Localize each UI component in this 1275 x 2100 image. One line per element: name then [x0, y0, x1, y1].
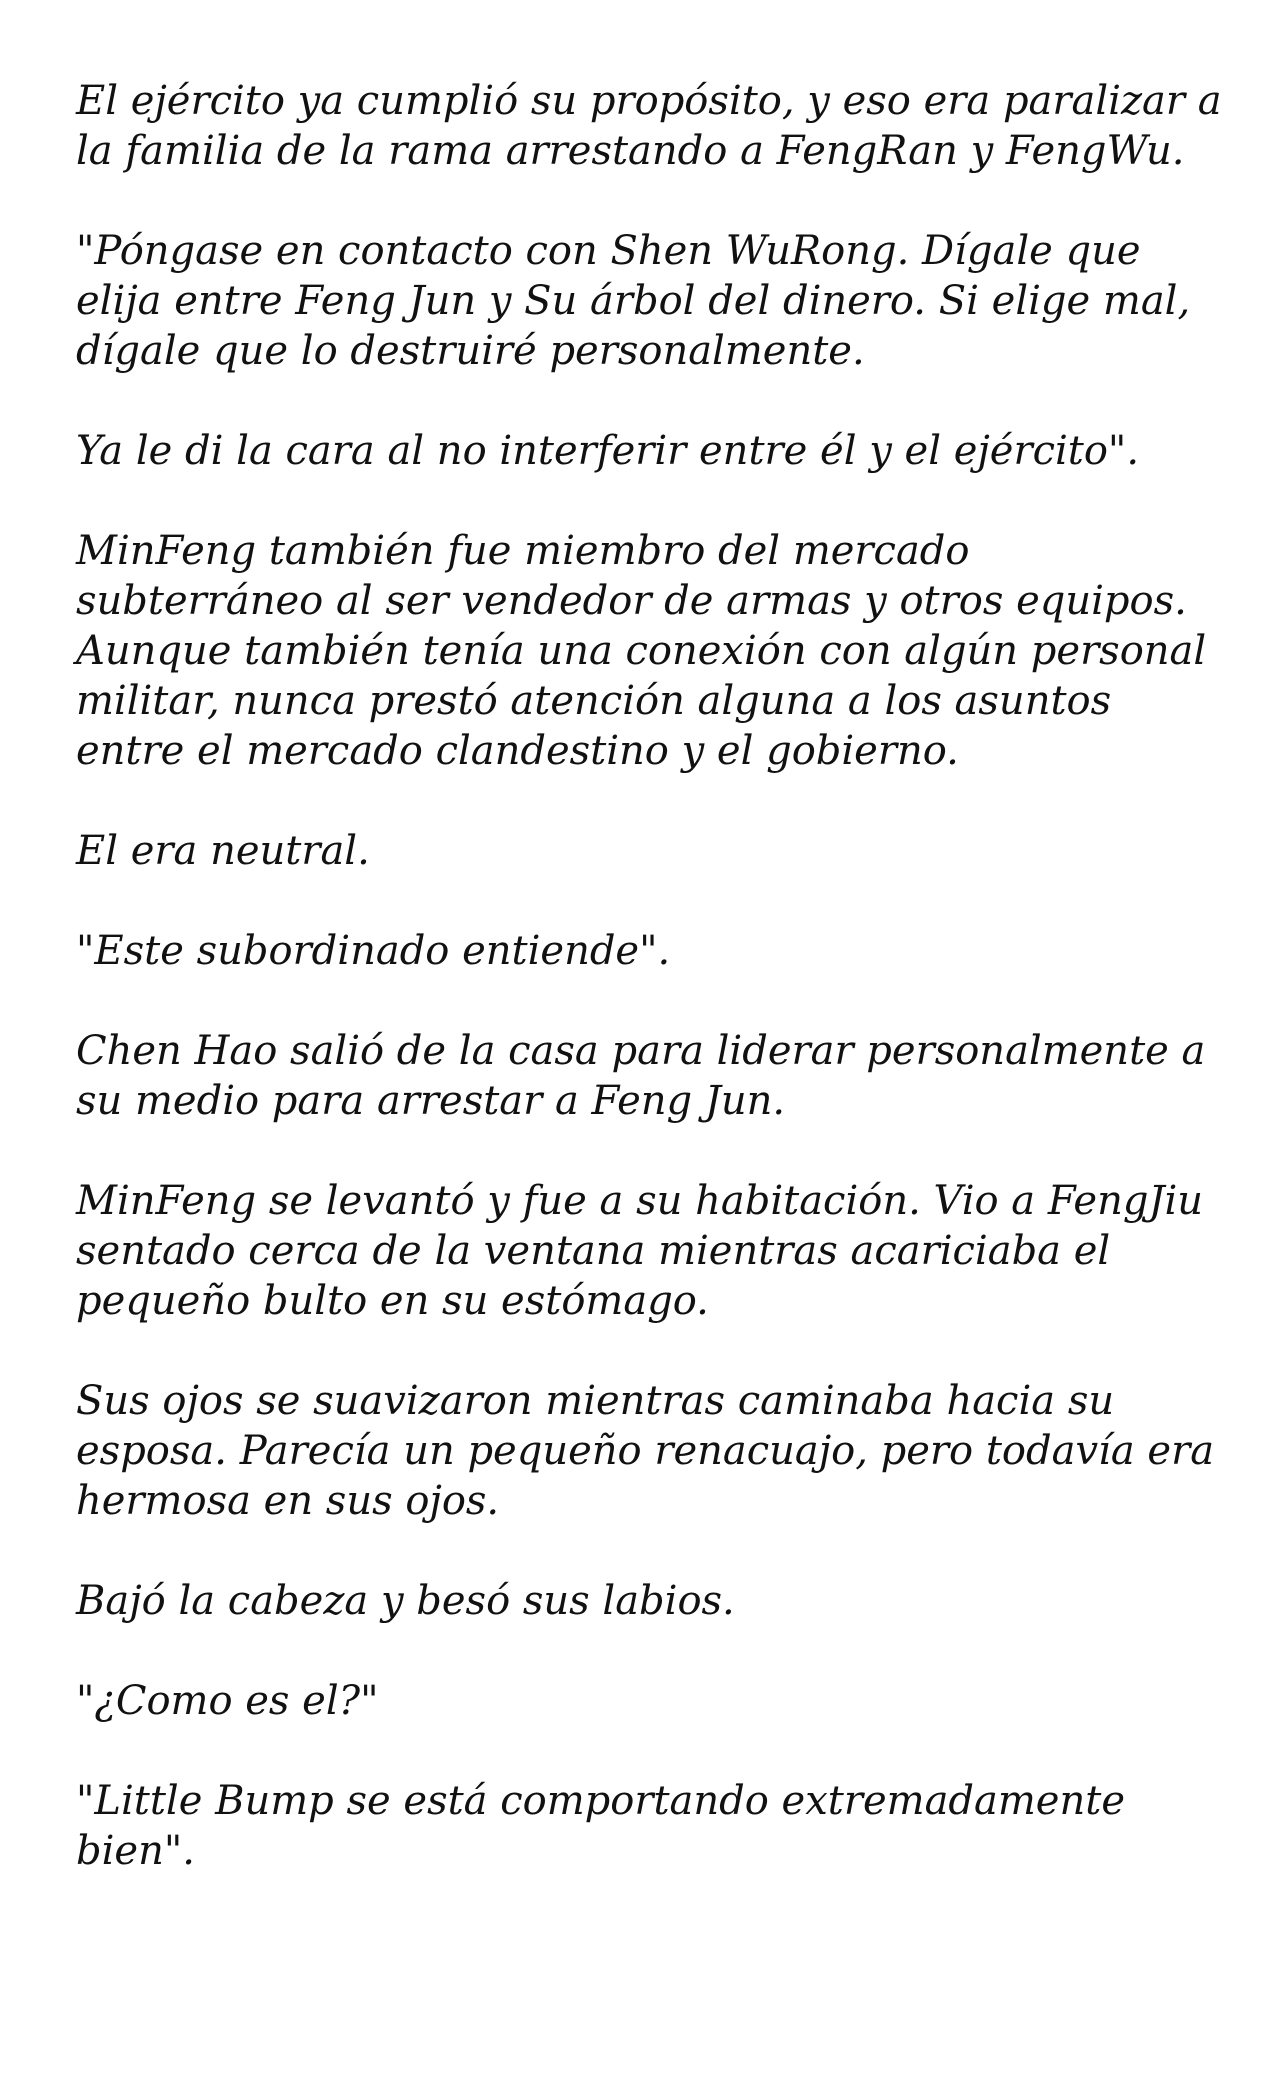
- paragraph-7: Chen Hao salió de la casa para liderar personalmente a su medio para arrestar a Feng Jun.: [76, 1028, 1206, 1124]
- paragraph-4: MinFeng también fue miembro del mercado subterráneo al ser vendedor de armas y otros equipos. Aunque también tenía una conexión con algún personal militar, nunca prestó atención alguna a los asuntos entre el mercado clandestino y el gobierno.: [76, 528, 1207, 774]
- paragraph-8: MinFeng se levantó y fue a su habitación. Vio a FengJiu sentado cerca de la ventana mientras acariciaba el pequeño bulto en su estómago.: [76, 1178, 1204, 1324]
- paragraph-2: "Póngase en contacto con Shen WuRong. Dígale que elija entre Feng Jun y Su árbol del dinero. Si elige mal, dígale que lo destruiré personalmente.: [76, 228, 1191, 374]
- paragraph-12: "Little Bump se está comportando extremadamente bien".: [76, 1778, 1125, 1874]
- paragraph-11: "¿Como es el?": [76, 1678, 379, 1724]
- paragraph-6: "Este subordinado entiende".: [76, 928, 671, 974]
- paragraph-3: Ya le di la cara al no interferir entre él y el ejército".: [76, 428, 1140, 474]
- document-page: [76, 76, 1226, 1876]
- paragraph-10: Bajó la cabeza y besó sus labios.: [76, 1578, 735, 1624]
- paragraph-9: Sus ojos se suavizaron mientras caminaba hacia su esposa. Parecía un pequeño renacuajo, pero todavía era hermosa en sus ojos.: [76, 1378, 1215, 1524]
- paragraph-1: El ejército ya cumplió su propósito, y eso era paralizar a la familia de la rama arrestando a FengRan y FengWu.: [76, 78, 1222, 174]
- paragraph-5: El era neutral.: [76, 828, 370, 874]
